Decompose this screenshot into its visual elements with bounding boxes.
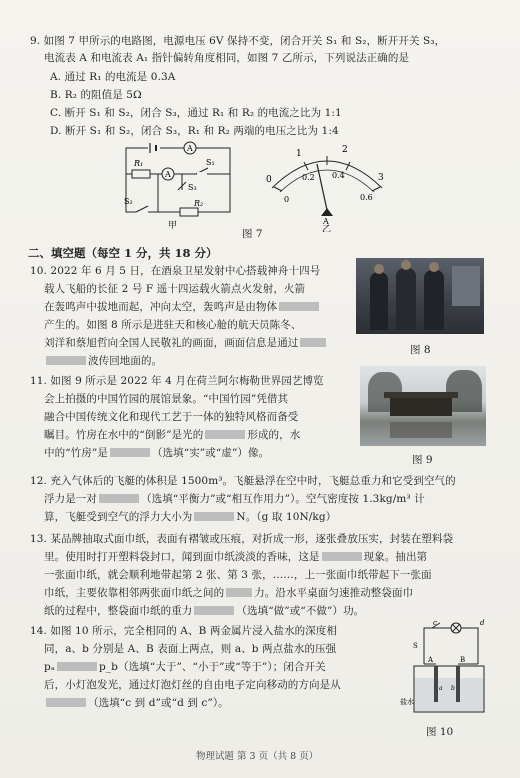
q14-line5: （选填“c 到 d”或“d 到 c”）。: [44, 696, 229, 710]
svg-text:A: A: [428, 656, 434, 664]
figure-label-yi: 乙: [322, 225, 332, 232]
q14-line1: 14. 如图 10 所示，完全相同的 A、B 两金属片浸入盐水的深度相: [30, 625, 338, 637]
svg-text:c: c: [433, 619, 437, 627]
battery-symbol: [148, 143, 160, 153]
q9-option-b: B. R₂ 的阻值是 5Ω: [50, 89, 142, 101]
dial-tick-1: 1: [296, 149, 302, 159]
svg-text:S: S: [413, 642, 418, 650]
answer-blank[interactable]: [194, 512, 234, 521]
circuit-diagram-jia: [118, 140, 238, 232]
dial-unit-a: A: [323, 217, 329, 226]
svg-text:B: B: [460, 656, 466, 664]
figure-7-caption: 图 7: [242, 228, 263, 240]
switch-s3: [178, 174, 197, 192]
q14-line4: 后，小灯泡发光，通过灯泡灯丝的自由电子定向移动的方向是从: [44, 679, 341, 691]
q11-line5: 中的“竹房”是 （选填“实”或“虚”）像。: [44, 447, 270, 459]
answer-blank[interactable]: [226, 588, 252, 597]
svg-text:R₂: R₂: [194, 199, 204, 208]
q13-line4: 巾纸，主要依靠相邻两张面巾纸之间的 力。沿水平桌面匀速推动整袋面巾: [44, 587, 414, 599]
page-footer: 物理试题 第 3 页（共 8 页）: [196, 751, 319, 762]
svg-text:盐水: 盐水: [400, 698, 414, 706]
q13-line2: 里。使用时打开塑料袋封口，闻到面巾纸淡淡的香味，这是 现象。抽出第: [44, 551, 428, 563]
svg-text:S₁: S₁: [206, 158, 215, 167]
svg-text:b: b: [451, 685, 455, 692]
svg-text:S₃: S₃: [188, 183, 197, 192]
q9-stem-line2: 电流表 A 和电流表 A₁ 指针偏转角度相同，如图 7 乙所示，下列说法正确的是: [44, 52, 410, 64]
answer-blank[interactable]: [194, 606, 234, 615]
q10-line2: 载人飞船的长征 2 号 F 遥十四运载火箭点火发射，火箭: [44, 283, 306, 295]
q9-option-c: C. 断开 S₁ 和 S₂，闭合 S₃，通过 R₁ 和 R₂ 的电流之比为 1:1: [50, 107, 342, 119]
answer-blank[interactable]: [205, 430, 245, 439]
plate-a: [434, 666, 438, 702]
plate-b: [456, 666, 460, 702]
q11-line3: 融合中国传统文化和现代工艺于一体的独特风格而备受: [44, 411, 299, 423]
q9-option-d: D. 断开 S₁ 和 S₂，闭合 S₃，R₁ 和 R₂ 两端的电压之比为 1:4: [50, 125, 339, 137]
saltwater-fill: [415, 678, 483, 711]
q10-line1: 10. 2022 年 6 月 5 日，在酒泉卫星发射中心搭载神舟十四号: [30, 265, 321, 277]
saltwater-cell-diagram: [400, 618, 496, 724]
bulb-icon: [451, 623, 461, 633]
ammeter-a1: [162, 168, 174, 180]
answer-blank[interactable]: [46, 698, 86, 707]
dial-tick-0: 0: [266, 175, 272, 185]
answer-blank[interactable]: [300, 338, 326, 347]
answer-blank[interactable]: [57, 662, 97, 671]
svg-text:A: A: [165, 170, 171, 179]
resistor-r2: [180, 199, 203, 216]
switch-s1: [196, 158, 215, 176]
q10-line4: 产生的。如图 8 所示是进驻天和核心舱的航天员陈冬、: [44, 319, 302, 331]
switch-s2: [124, 197, 148, 216]
figure-label-jia: 甲: [168, 221, 178, 231]
dial-inner-02: 0.2: [302, 173, 315, 182]
dial-inner-04: 0.4: [332, 171, 345, 180]
q10-line3: 在轰鸣声中拔地而起，冲向太空，轰鸣声是由物体: [44, 300, 321, 314]
ammeter-a: [184, 142, 196, 154]
q12-line1: 12. 充入气体后的飞艇的体积是 1500m³。飞艇悬浮在空中时，飞艇总重力和它受到空气的: [30, 475, 456, 487]
q10-line5: 刘洋和蔡旭哲向全国人民敬礼的画面，画面信息是通过: [44, 336, 328, 350]
q9-stem-line1: 9. 如图 7 甲所示的电路图，电源电压 6V 保持不变，闭合开关 S₁ 和 S₂，断开开关 S₃，: [30, 35, 446, 47]
q11-line2: 会上拍摄的中国竹园的展馆景象。“中国竹园”凭借其: [44, 393, 289, 405]
astronauts-photo: [356, 258, 484, 334]
q13-line1: 13. 某品牌抽取式面巾纸，表面有褶皱或压痕，对折成一形，逐张叠放压实，封装在塑料袋: [30, 533, 454, 545]
answer-blank[interactable]: [322, 552, 362, 561]
q11-line1: 11. 如图 9 所示是 2022 年 4 月在荷兰阿尔梅勒世界园艺博览: [30, 375, 324, 387]
q14-line3: pₐ p_b（选填“大于”、“小于”或“等于”）；闭合开关: [44, 661, 326, 673]
svg-text:A: A: [187, 144, 193, 153]
bamboo-pavilion-photo: [360, 366, 486, 446]
q12-line3: 算，飞艇受到空气的浮力大小为 N。（g 取 10N/kg）: [44, 511, 337, 523]
resistor-r1: [132, 159, 150, 178]
dial-tick-2: 2: [342, 145, 348, 155]
dial-tick-3: 3: [378, 173, 384, 183]
section-2-heading: 二、填空题（每空 1 分，共 18 分）: [28, 246, 218, 260]
q11-line4: 瞩目。竹房在水中的“倒影”是光的 形成的，水: [44, 429, 301, 441]
figure-9-caption: 图 9: [412, 454, 433, 466]
answer-blank[interactable]: [99, 494, 139, 503]
svg-text:S₂: S₂: [124, 197, 133, 206]
ammeter-dial-yi: [262, 140, 392, 232]
q13-line3: 一张面巾纸，就会顺利地带起第 2 张、第 3 张，……，上一张面巾纸带起下一张面: [44, 569, 432, 581]
q14-line2: 同，a、b 分别是 A、B 表面上两点，则 a、b 两点盐水的压强: [44, 643, 337, 655]
q12-line2: 浮力是一对 （选填“平衡力”或“相互作用力”）。空气密度按 1.3kg/m³ 计: [44, 493, 425, 505]
dial-inner-06: 0.6: [360, 193, 373, 202]
q10-line6: 波传回地面的。: [44, 354, 162, 368]
answer-blank[interactable]: [279, 302, 319, 311]
q9-option-a: A. 通过 R₁ 的电流是 0.3A: [50, 71, 176, 83]
dial-needle: [317, 164, 327, 210]
q13-line5: 纸的过程中，整袋面巾纸的重力 （选填“做”或“不做”）功。: [44, 605, 365, 617]
dial-inner-0: 0: [284, 195, 290, 204]
svg-text:d: d: [480, 619, 485, 627]
figure-8-caption: 图 8: [410, 344, 431, 356]
svg-text:R₁: R₁: [134, 159, 144, 168]
svg-text:a: a: [439, 685, 443, 692]
answer-blank[interactable]: [46, 356, 86, 365]
figure-10-caption: 图 10: [426, 726, 454, 738]
answer-blank[interactable]: [110, 448, 150, 457]
